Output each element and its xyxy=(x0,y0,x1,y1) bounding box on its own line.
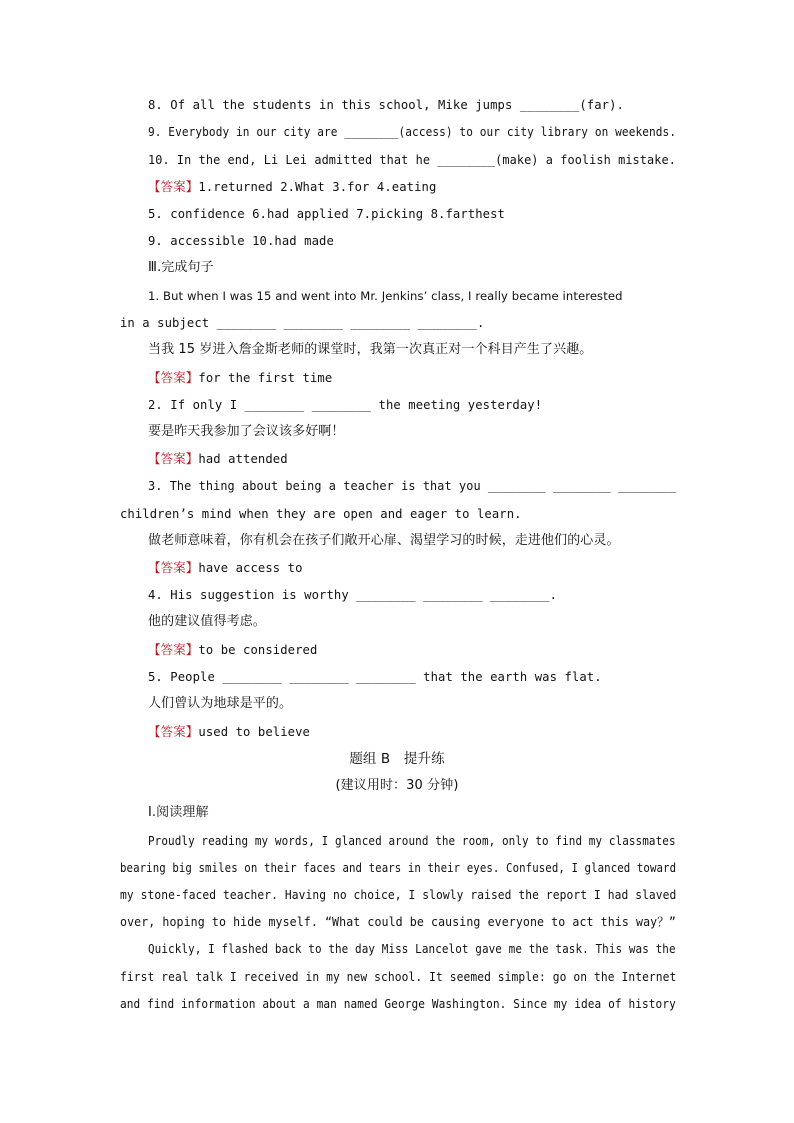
answer-tag: 【答案】 xyxy=(148,724,199,739)
sentence-3-answer xyxy=(148,560,303,576)
sentence-1-line-2: in a subject ________ ________ ________ ________. xyxy=(120,316,485,330)
sentence-5-answer xyxy=(148,724,310,740)
answer-text: 1.returned 2.What 3.for 4.eating xyxy=(198,180,437,194)
question-8: 8. Of all the students in this school, Mike jumps ________(far). xyxy=(148,98,624,112)
sentence-3-line-1: 3. The thing about being a teacher is that you ________ ________ ________ xyxy=(148,479,676,493)
group-b-subtitle: (建议用时：30 分钟) xyxy=(335,778,459,793)
reading-p2-line-3: and find information about a man named George Washington. Since my idea of history xyxy=(120,997,676,1011)
sentence-2-line-1: 2. If only I ________ ________ the meeting yesterday! xyxy=(148,398,543,412)
question-9: 9. Everybody in our city are ________(access) to our city library on weekends. xyxy=(148,125,677,139)
answer-tag: 【答案】 xyxy=(148,370,199,385)
sentence-2-chinese: 要是昨天我参加了会议该多好啊！ xyxy=(148,424,345,439)
sentence-3-line-2: children’s mind when they are open and eager to learn. xyxy=(120,507,522,521)
section-heading-reading: Ⅰ.阅读理解 xyxy=(148,805,209,820)
answer-text: for the first time xyxy=(198,371,333,385)
answer-row-3: 9. accessible 10.had made xyxy=(148,234,334,248)
answer-row-2: 5. confidence 6.had applied 7.picking 8.farthest xyxy=(148,207,505,221)
sentence-4-line-1: 4. His suggestion is worthy ________ ________ ________. xyxy=(148,588,558,602)
sentence-2-answer xyxy=(148,451,288,467)
group-b-title: 题组 B 提升练 xyxy=(349,751,445,767)
answer-text: have access to xyxy=(198,561,303,575)
answer-tag: 【答案】 xyxy=(148,179,199,194)
answer-text: to be considered xyxy=(198,643,318,657)
reading-p1-line-2: bearing big smiles on their faces and tears in their eyes. Confused, I glanced toward xyxy=(120,861,677,875)
sentence-1-chinese: 当我 15 岁进入詹金斯老师的课堂时，我第一次真正对一个科目产生了兴趣。 xyxy=(148,342,593,357)
answer-tag: 【答案】 xyxy=(148,451,199,466)
sentence-3-chinese: 做老师意味着，你有机会在孩子们敞开心扉、渴望学习的时候，走进他们的心灵。 xyxy=(148,533,620,548)
answer-text: used to believe xyxy=(198,725,310,739)
reading-p1-line-1: Proudly reading my words, I glanced around the room, only to find my classmates xyxy=(148,834,676,848)
sentence-5-chinese: 人们曾认为地球是平的。 xyxy=(148,696,293,711)
sentence-1-answer xyxy=(148,370,332,386)
answer-text: had attended xyxy=(198,452,288,466)
sentence-5-line-1: 5. People ________ ________ ________ that the earth was flat. xyxy=(148,670,602,684)
question-10: 10. In the end, Li Lei admitted that he ________(make) a foolish mistake. xyxy=(148,153,676,167)
reading-p1-line-4: over, hoping to hide myself. “What could be causing everyone to act this way？” xyxy=(120,915,676,929)
reading-p2-line-1: Quickly, I flashed back to the day Miss Lancelot gave me the task. This was the xyxy=(148,942,676,956)
section-heading-complete-sentences: Ⅲ.完成句子 xyxy=(148,260,214,275)
answer-tag: 【答案】 xyxy=(148,642,199,657)
sentence-4-chinese: 他的建议值得考虑。 xyxy=(148,614,266,629)
sentence-1-line-1: 1. But when I was 15 and went into Mr. Jenkins’ class, I really became interested xyxy=(148,289,623,303)
reading-p2-line-2: first real talk I received in my new school. It seemed simple: go on the Internet xyxy=(120,970,677,984)
reading-p1-line-3: my stone-faced teacher. Having no choice, I slowly raised the report I had slaved xyxy=(120,888,677,902)
answer-row-1 xyxy=(148,179,436,195)
answer-tag: 【答案】 xyxy=(148,560,199,575)
sentence-4-answer xyxy=(148,642,317,658)
